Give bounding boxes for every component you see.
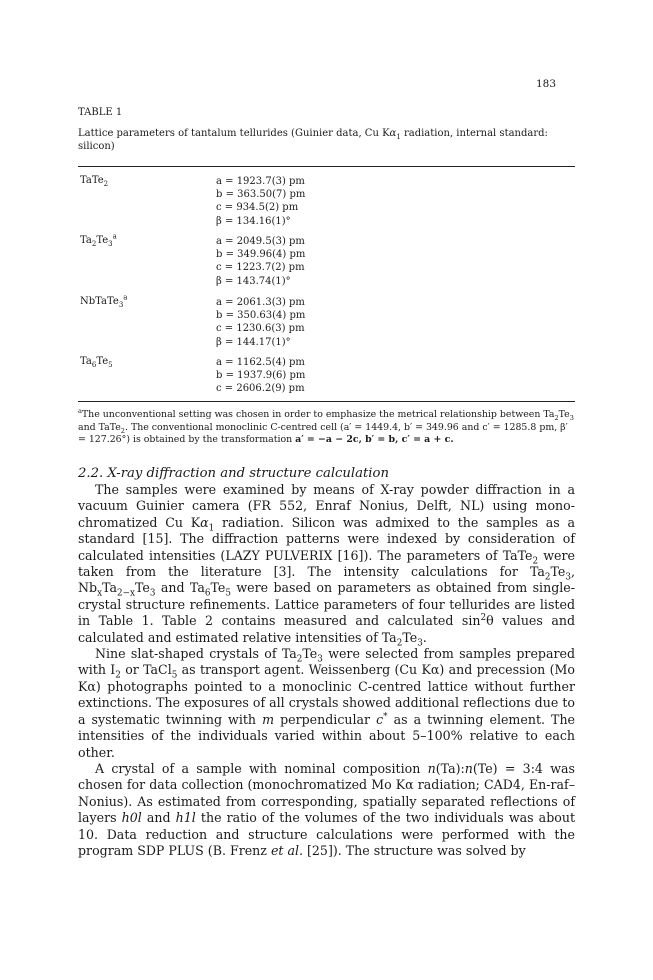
body-text: [78, 482, 575, 859]
param-b: b = 350.63(4) pm: [216, 310, 306, 322]
params-nbtate3: [216, 296, 305, 349]
params-ta6te5: [216, 356, 305, 396]
param-c: c = 1230.6(3) pm: [216, 323, 305, 335]
param-c: c = 934.5(2) pm: [216, 202, 299, 214]
table-bottom-rule: [78, 401, 575, 402]
param-a: a = 2061.3(3) pm: [216, 297, 305, 308]
table-footnote: $^a$The unconventional setting was chosen in order to emphasize the metrical relationship between $Ta_2Te_3$ and TaTe$_2$. The conventional monoclinic C-centred cell (a′ = 1449.4, b′ = 349.96 and c′ = 1285.8 pm, β′ = 127.26°) is obtained by the transformation a′ = −a − 2c, b′ = b, c′ = a + c.: [78, 406, 574, 446]
param-b: b = 363.50(7) pm: [216, 189, 306, 201]
params-ta2te3: [216, 235, 305, 288]
compound-nbtate3: NbTaTe$_3^a$: [80, 293, 128, 309]
param-a: a = 1162.5(4) pm: [216, 357, 305, 368]
paragraph-1: The samples were examined by means of X-ray powder diffraction in a vacuum Guinier camera (FR 552, Enraf Nonius, Delft, NL) using mono-chromatized Cu $K\alpha_1$ radiation. Silicon was admixed to the samples as a standard [15]. The diffraction patterns were indexed by consideration of calculated intensities (LAZY PULVERIX [16]). The parameters of TaTe$_2$ were taken from the literature [3]. The intensity calculations for $Ta_2Te_3$, $Nb_xTa_{2-x}Te_3$ and $Ta_6Te_5$ were based on parameters as obtained from single-crystal structure refinements. Lattice parameters of four tellurides are listed in Table 1. Table 2 contains measured and calculated $\sin^2\theta$ values and calculated and estimated relative intensities of $Ta_2Te_3$.: [78, 482, 576, 649]
param-beta: β = 144.17(1)°: [216, 336, 291, 348]
table-top-rule: [78, 166, 575, 167]
paragraph-3: A crystal of a sample with nominal composition n(Ta):n(Te) = 3:4 was chosen for data collection (monochromatized Mo Kα radiation; CAD4, En-raf–Nonius). As estimated from corresponding, spatially separated reflections of layers h0l and h1l the ratio of the volumes of the two individuals was about 10. Data reduction and structure calculations were performed with the program SDP PLUS (B. Frenz et al. [25]). The structure was solved by: [78, 760, 576, 858]
compound-ta6te5: $Ta_6Te_5$: [80, 356, 113, 369]
param-a: a = 1923.7(3) pm: [216, 176, 305, 187]
table-label: TABLE 1: [78, 107, 123, 118]
compound-ta2te3: $Ta_2Te_3^a$: [80, 232, 117, 248]
param-beta: β = 143.74(1)°: [216, 275, 291, 287]
param-beta: β = 134.16(1)°: [216, 215, 291, 227]
param-b: b = 349.96(4) pm: [216, 249, 306, 261]
table-caption: Lattice parameters of tantalum tellurides (Guinier data, Cu $K\alpha_1$ radiation, internal standard: silicon): [78, 128, 548, 152]
params-tate2: [216, 175, 305, 228]
param-c: c = 1223.7(2) pm: [216, 262, 305, 274]
param-c: c = 2606.2(9) pm: [216, 383, 305, 395]
param-a: a = 2049.5(3) pm: [216, 236, 305, 247]
param-b: b = 1937.9(6) pm: [216, 370, 306, 382]
page-number: 183: [536, 78, 557, 90]
section-heading: 2.2. X-ray diffraction and structure calculation: [78, 466, 389, 481]
compound-tate2: TaTe$_2$: [80, 175, 109, 188]
paragraph-2: Nine slat-shaped crystals of $Ta_2Te_3$ were selected from samples prepared with $I_2$ or TaCl$_5$ as transport agent. Weissenberg (Cu Kα) and precession (Mo Kα) photographs pointed to a monoclinic C-centred lattice without further extinctions. The exposures of all crystals showed additional reflections due to a systematic twinning with m perpendicular c* as a twinning element. The intensities of the individuals varied within about 5–100% relative to each other.: [78, 646, 576, 760]
